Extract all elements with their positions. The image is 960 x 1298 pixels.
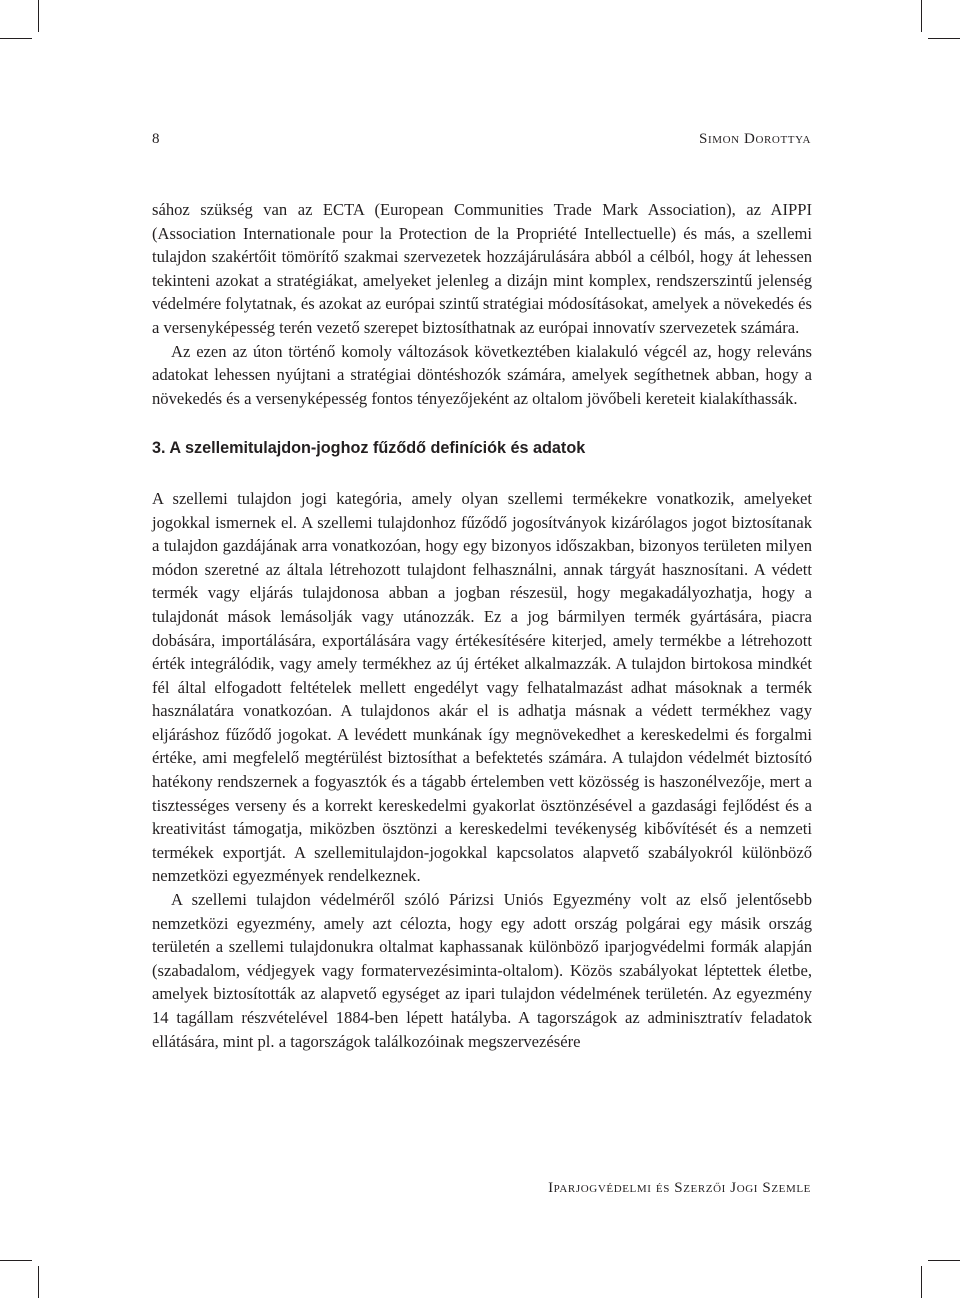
crop-mark: [38, 0, 39, 32]
paragraph: Az ezen az úton történő komoly változások következtében kialakuló végcél az, hogy releváns adatokat lehessen nyújtani a stratégiai döntéshozók számára, amelyek segíthetnek abban, hogy a növekedés és a versenyképesség fontos tényezőjeként az oltalom jövőbeli kereteit kialakíthassák.: [152, 341, 812, 408]
running-head-author: Simon Dorottya: [699, 131, 811, 147]
crop-mark: [928, 38, 960, 39]
crop-mark: [38, 1266, 39, 1298]
body-text: [152, 198, 812, 1053]
running-foot-journal: Iparjogvédelmi és Szerzői Jogi Szemle: [548, 1180, 811, 1196]
paragraph: A szellemi tulajdon jogi kategória, amely olyan szellemi termékekre vonatkozik, amelyeket jogokkal ismernek el. A szellemi tulajdonhoz fűződő jogosítványok kizárólagos jogot biztosítanak a tulajdon gazdájának arra vonatkozóan, hogy egy bizonyos időszakban, bizonyos területen milyen módon szeretné az általa létrehozott tulajdont felhasználni, annak tárgyát hasznosítani. A védett termék vagy eljárás tulajdonosa abban a jogban részesül, hogy megakadályozhatja, hogy a tulajdonát mások lemásolják vagy utánozzák. Ez a jog bármilyen termék gyártására, piacra dobására, importálására, exportálására vagy értékesítésére kiterjed, amely termékbe a létrehozott érték integrálódik, vagy amely termékhez az új értéket alkalmazzák. A tulajdon birtokosa mindkét fél által elfogadott feltételek mellett engedélyt vagy felhatalmazást adhat másoknak a termék használatára vonatkozóan. A tulajdonos akár el is adhatja másnak a védett termékhez vagy eljáráshoz fűződő jogokat. A levédett munkának így megnövekedhet a kereskedelmi és forgalmi értéke, ami megfelelő megtérülést biztosíthat a befektetés számára. A tulajdon védelmét biztosító hatékony rendszernek a fogyasztók és a tágabb értelemben vett közösség is haszonélvezője, mert a tisztességes verseny és a korrekt kereskedelmi gyakorlat ösztönzésével a gazdasági fejlődést és a kreativitást támogatja, miközben ösztönzi a kereskedelmi tevékenység kibővítését és a nemzeti termékek exportját. A szellemitulajdon-jogokkal kapcsolatos alapvető szabályokról különböző nemzetközi egyezmények rendelkeznek.: [152, 488, 812, 886]
paragraph: sához szükség van az ECTA (European Communities Trade Mark Association), az AIPPI (Association Internationale pour la Protection de la Propriété Intellectuelle) és más, a szellemi tulajdon szakértőit tömörítő szakmai szervezetek hozzájárulására abból a célból, hogy át lehessen tekinteni azokat a stratégiákat, amelyeket jelenleg a dizájn mint komplex, rendszerszintű jelenség védelmére folytatnak, és azokat az európai szintű stratégiai módosításokat, amelyek a növekedés és a versenyképesség terén vezető szerepet biztosíthatnak az európai innovatív szervezetek számára.: [152, 200, 812, 337]
crop-mark: [921, 1266, 922, 1298]
section-heading: 3. A szellemitulajdon-joghoz fűződő definíciók és adatok: [152, 439, 586, 458]
page-number: 8: [152, 131, 160, 147]
crop-mark: [0, 1260, 32, 1261]
paragraph: A szellemi tulajdon védelméről szóló Párizsi Uniós Egyezmény volt az első jelentősebb nemzetközi egyezmény, amely azt célozta, hogy egy adott ország polgárai egy másik ország területén a szellemi tulajdonukra oltalmat kaphassanak különböző iparjogvédelmi formák alapján (szabadalom, védjegyek vagy formatervezésiminta-oltalom). Közös szabályokat léptettek életbe, amelyek biztosították az alapvető egységet az ipari tulajdon védelmének területén. Az egyezmény 14 tagállam részvételével 1884-ben lépett hatályba. A tagországok az adminisztratív feladatok ellátására, mint pl. a tagországok találkozóinak megszervezésére: [152, 890, 812, 1051]
crop-mark: [0, 38, 32, 39]
crop-mark: [921, 0, 922, 32]
crop-mark: [928, 1260, 960, 1261]
